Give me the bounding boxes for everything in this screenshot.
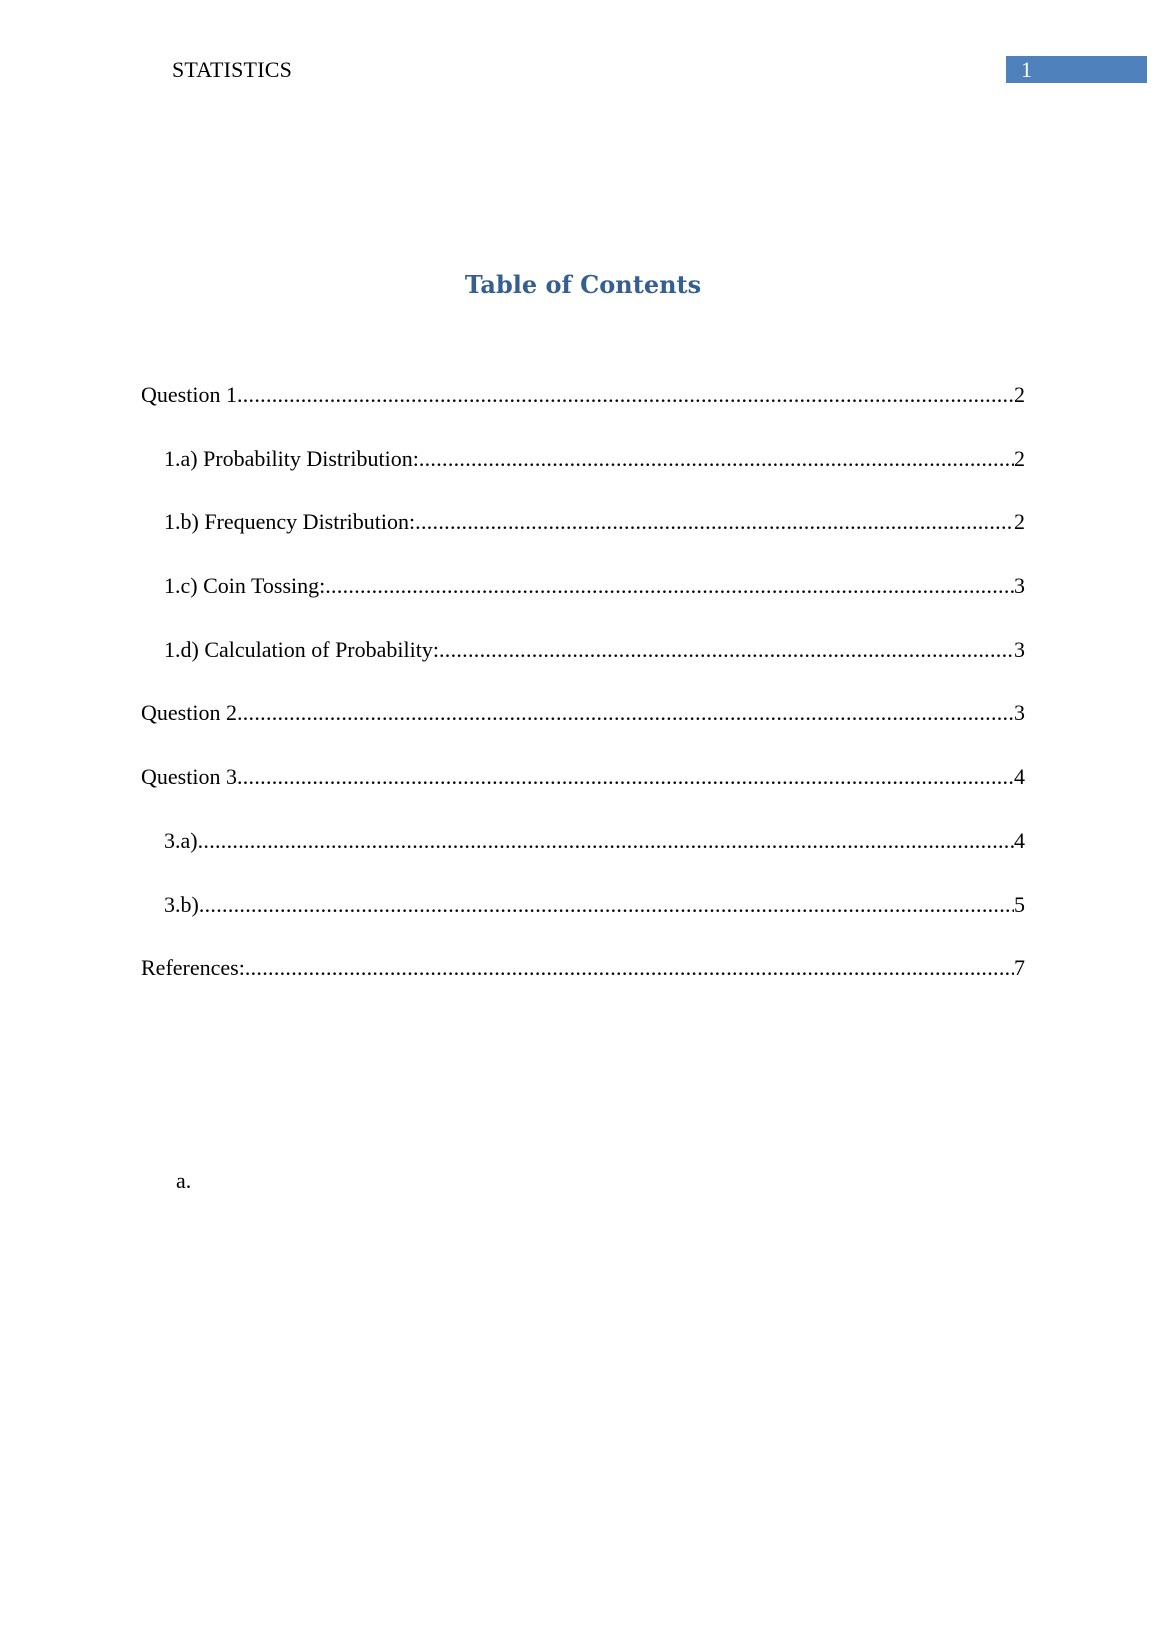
running-header-title: STATISTICS [172, 57, 293, 82]
toc-entry-label: 1.a) Probability Distribution: [164, 445, 419, 471]
toc-entry[interactable] [141, 763, 1025, 827]
toc-entry[interactable] [141, 827, 1025, 891]
toc-dot-leader [237, 699, 1014, 727]
toc-entry[interactable] [141, 572, 1025, 636]
toc-entry-page: 2 [1014, 445, 1025, 471]
toc-entry-page: 4 [1014, 827, 1025, 853]
toc-dot-leader [199, 891, 1014, 919]
toc-entry-page: 2 [1014, 382, 1025, 407]
toc-dot-leader [198, 827, 1014, 855]
toc-entry-page: 3 [1014, 636, 1025, 662]
toc-entry-label: References: [141, 955, 245, 981]
toc-entry[interactable] [141, 445, 1025, 509]
toc-dot-leader [439, 636, 1014, 664]
toc-entry-label: Question 1 [141, 382, 237, 407]
toc-entry-label: 1.c) Coin Tossing: [164, 573, 326, 599]
toc-dot-leader [237, 381, 1014, 409]
table-of-contents [141, 381, 1025, 1018]
toc-entry[interactable] [141, 891, 1025, 955]
toc-entry-page: 3 [1014, 573, 1025, 599]
toc-dot-leader [415, 508, 1014, 536]
toc-entry-label: Question 2 [141, 700, 237, 726]
toc-dot-leader [325, 572, 1014, 600]
list-marker: a. [176, 1168, 192, 1193]
toc-dot-leader [237, 763, 1014, 791]
page-number-badge: 1 [1006, 56, 1147, 83]
toc-entry-page: 2 [1014, 509, 1025, 535]
toc-entry-page: 4 [1014, 764, 1025, 790]
toc-entry-page: 7 [1014, 955, 1025, 981]
toc-entry-label: 1.b) Frequency Distribution: [164, 509, 416, 535]
toc-dot-leader [419, 445, 1014, 473]
toc-entry-page: 3 [1014, 700, 1025, 726]
toc-entry-label: 1.d) Calculation of Probability: [164, 636, 439, 662]
toc-entry[interactable] [141, 699, 1025, 763]
toc-entry-label: 3.b) [164, 891, 199, 917]
toc-entry[interactable] [141, 636, 1025, 700]
toc-entry-label: Question 3 [141, 764, 237, 790]
toc-entry-page: 5 [1014, 891, 1025, 917]
toc-heading: Table of Contents [464, 270, 702, 299]
toc-entry[interactable] [141, 508, 1025, 572]
toc-entry-label: 3.a) [164, 827, 198, 853]
toc-entry[interactable] [141, 954, 1025, 1018]
toc-entry[interactable] [141, 381, 1025, 445]
toc-dot-leader [245, 954, 1014, 982]
